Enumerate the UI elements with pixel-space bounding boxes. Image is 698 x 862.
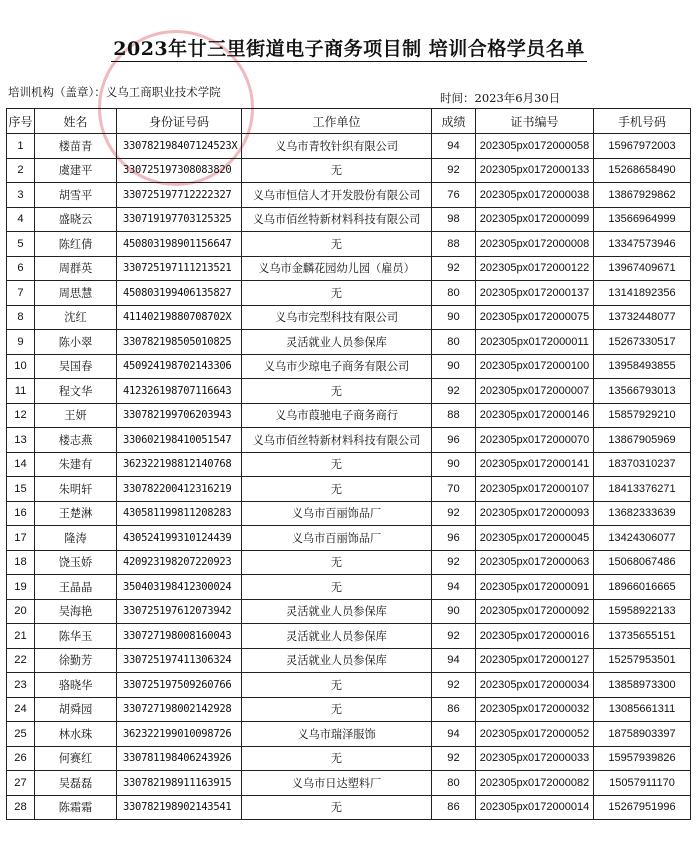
employer: 无 — [242, 746, 432, 771]
student-name: 陈华玉 — [35, 624, 117, 649]
certificate-number: 202305px0172000091 — [476, 575, 594, 600]
score: 88 — [432, 232, 476, 257]
phone-number: 15857929210 — [594, 403, 691, 428]
row-index: 12 — [7, 403, 35, 428]
student-name: 朱建有 — [35, 452, 117, 477]
table-row — [7, 746, 691, 771]
phone-number: 18413376271 — [594, 477, 691, 502]
certificate-number: 202305px0172000038 — [476, 183, 594, 208]
table-row — [7, 403, 691, 428]
row-index: 17 — [7, 526, 35, 551]
score: 90 — [432, 599, 476, 624]
certificate-number: 202305px0172000063 — [476, 550, 594, 575]
score: 92 — [432, 624, 476, 649]
row-index: 20 — [7, 599, 35, 624]
student-name: 王晶晶 — [35, 575, 117, 600]
student-name: 隆涛 — [35, 526, 117, 551]
phone-number: 15967972003 — [594, 134, 691, 159]
id-number: 330725197509260766 — [117, 673, 242, 698]
score: 92 — [432, 550, 476, 575]
score: 96 — [432, 526, 476, 551]
employer: 义乌市少琼电子商务有限公司 — [242, 354, 432, 379]
phone-number: 13682333639 — [594, 501, 691, 526]
certificate-number: 202305px0172000033 — [476, 746, 594, 771]
student-name: 楼志燕 — [35, 428, 117, 453]
id-number: 420923198207220923 — [117, 550, 242, 575]
row-index: 11 — [7, 379, 35, 404]
phone-number: 15267330517 — [594, 330, 691, 355]
employer: 无 — [242, 795, 432, 820]
id-number: 330782198911163915 — [117, 771, 242, 796]
student-name: 周群英 — [35, 256, 117, 281]
id-number: 330725197612073942 — [117, 599, 242, 624]
employer: 无 — [242, 697, 432, 722]
student-name: 陈霜霜 — [35, 795, 117, 820]
table-row — [7, 134, 691, 159]
row-index: 28 — [7, 795, 35, 820]
table-row — [7, 232, 691, 257]
phone-number: 13085661311 — [594, 697, 691, 722]
phone-number: 13566964999 — [594, 207, 691, 232]
row-index: 23 — [7, 673, 35, 698]
student-name: 骆晓华 — [35, 673, 117, 698]
table-row — [7, 281, 691, 306]
employer: 无 — [242, 158, 432, 183]
table-row — [7, 183, 691, 208]
score: 76 — [432, 183, 476, 208]
score: 70 — [432, 477, 476, 502]
employer: 义乌市金麟花园幼儿园（雇员） — [242, 256, 432, 281]
employer: 灵活就业人员参保库 — [242, 330, 432, 355]
student-name: 楼苗青 — [35, 134, 117, 159]
score: 92 — [432, 746, 476, 771]
id-number: 330719197703125325 — [117, 207, 242, 232]
id-number: 330782198902143541 — [117, 795, 242, 820]
id-number: 450803198901156647 — [117, 232, 242, 257]
header-id-number: 身份证号码 — [117, 109, 242, 134]
row-index: 10 — [7, 354, 35, 379]
id-number: 330727198002142928 — [117, 697, 242, 722]
certificate-number: 202305px0172000034 — [476, 673, 594, 698]
table-row — [7, 673, 691, 698]
row-index: 3 — [7, 183, 35, 208]
phone-number: 13141892356 — [594, 281, 691, 306]
table-row — [7, 256, 691, 281]
page-title-text: 2023年廿三里街道电子商务项目制 培训合格学员名单 — [113, 38, 585, 60]
score: 90 — [432, 354, 476, 379]
employer: 灵活就业人员参保库 — [242, 599, 432, 624]
score: 96 — [432, 428, 476, 453]
phone-number: 18758903397 — [594, 722, 691, 747]
employer: 义乌市佰丝特新材料科技有限公司 — [242, 207, 432, 232]
id-number: 330781198406243926 — [117, 746, 242, 771]
phone-number: 15068067486 — [594, 550, 691, 575]
header-employer: 工作单位 — [242, 109, 432, 134]
table-row — [7, 722, 691, 747]
id-number: 450803199406135827 — [117, 281, 242, 306]
student-name: 吴磊磊 — [35, 771, 117, 796]
student-name: 吴国春 — [35, 354, 117, 379]
id-number: 350403198412300024 — [117, 575, 242, 600]
graduates-table — [6, 108, 691, 820]
employer: 义乌市日达塑料厂 — [242, 771, 432, 796]
certificate-number: 202305px0172000122 — [476, 256, 594, 281]
score: 94 — [432, 134, 476, 159]
phone-number: 18370310237 — [594, 452, 691, 477]
row-index: 6 — [7, 256, 35, 281]
row-index: 14 — [7, 452, 35, 477]
id-number: 330782200412316219 — [117, 477, 242, 502]
certificate-number: 202305px0172000082 — [476, 771, 594, 796]
certificate-number: 202305px0172000045 — [476, 526, 594, 551]
certificate-number: 202305px0172000141 — [476, 452, 594, 477]
score: 92 — [432, 673, 476, 698]
score: 86 — [432, 697, 476, 722]
student-name: 胡舜园 — [35, 697, 117, 722]
student-name: 吴海艳 — [35, 599, 117, 624]
id-number: 330782198407124523X — [117, 134, 242, 159]
table-row — [7, 526, 691, 551]
id-number: 41140219880708702X — [117, 305, 242, 330]
row-index: 15 — [7, 477, 35, 502]
row-index: 8 — [7, 305, 35, 330]
phone-number: 15267951996 — [594, 795, 691, 820]
employer: 无 — [242, 550, 432, 575]
score: 98 — [432, 207, 476, 232]
employer: 义乌市佰丝特新材料科技有限公司 — [242, 428, 432, 453]
table-row — [7, 354, 691, 379]
certificate-number: 202305px0172000093 — [476, 501, 594, 526]
table-row — [7, 624, 691, 649]
student-name: 盛晓云 — [35, 207, 117, 232]
phone-number: 15268658490 — [594, 158, 691, 183]
phone-number: 13967409671 — [594, 256, 691, 281]
employer: 无 — [242, 575, 432, 600]
id-number: 412326198707116643 — [117, 379, 242, 404]
table-row — [7, 575, 691, 600]
employer: 灵活就业人员参保库 — [242, 624, 432, 649]
page-title — [0, 34, 698, 61]
employer: 无 — [242, 232, 432, 257]
row-index: 16 — [7, 501, 35, 526]
table-row — [7, 305, 691, 330]
certificate-number: 202305px0172000099 — [476, 207, 594, 232]
row-index: 5 — [7, 232, 35, 257]
id-number: 330725197308083820 — [117, 158, 242, 183]
score: 94 — [432, 575, 476, 600]
phone-number: 13867929862 — [594, 183, 691, 208]
table-row — [7, 648, 691, 673]
certificate-number: 202305px0172000127 — [476, 648, 594, 673]
score: 92 — [432, 501, 476, 526]
score: 90 — [432, 305, 476, 330]
table-row — [7, 795, 691, 820]
certificate-number: 202305px0172000007 — [476, 379, 594, 404]
id-number: 330782198505010825 — [117, 330, 242, 355]
table-row — [7, 501, 691, 526]
row-index: 13 — [7, 428, 35, 453]
score: 80 — [432, 330, 476, 355]
header-score: 成绩 — [432, 109, 476, 134]
table-body — [7, 134, 691, 820]
employer: 无 — [242, 452, 432, 477]
score: 94 — [432, 648, 476, 673]
row-index: 4 — [7, 207, 35, 232]
student-name: 沈红 — [35, 305, 117, 330]
row-index: 22 — [7, 648, 35, 673]
certificate-number: 202305px0172000146 — [476, 403, 594, 428]
employer: 无 — [242, 379, 432, 404]
score: 92 — [432, 379, 476, 404]
employer: 义乌市恒信人才开发股份有限公司 — [242, 183, 432, 208]
id-number: 362322198812140768 — [117, 452, 242, 477]
id-number: 362322199010098726 — [117, 722, 242, 747]
certificate-number: 202305px0172000058 — [476, 134, 594, 159]
phone-number: 13735655151 — [594, 624, 691, 649]
phone-number: 13566793013 — [594, 379, 691, 404]
student-name: 王楚淋 — [35, 501, 117, 526]
row-index: 7 — [7, 281, 35, 306]
phone-number: 15958922133 — [594, 599, 691, 624]
table-row — [7, 771, 691, 796]
table-row — [7, 379, 691, 404]
id-number: 450924198702143306 — [117, 354, 242, 379]
table-row — [7, 550, 691, 575]
score: 88 — [432, 403, 476, 428]
score: 92 — [432, 256, 476, 281]
phone-number: 13424306077 — [594, 526, 691, 551]
phone-number: 13858973300 — [594, 673, 691, 698]
student-name: 王妍 — [35, 403, 117, 428]
id-number: 330725197111213521 — [117, 256, 242, 281]
row-index: 26 — [7, 746, 35, 771]
score: 94 — [432, 722, 476, 747]
row-index: 21 — [7, 624, 35, 649]
student-name: 朱明轩 — [35, 477, 117, 502]
student-name: 陈小翠 — [35, 330, 117, 355]
employer: 义乌市青牧针织有限公司 — [242, 134, 432, 159]
row-index: 1 — [7, 134, 35, 159]
table-row — [7, 599, 691, 624]
header-index: 序号 — [7, 109, 35, 134]
table-row — [7, 158, 691, 183]
employer: 义乌市瑞泽服饰 — [242, 722, 432, 747]
student-name: 饶玉娇 — [35, 550, 117, 575]
header-phone: 手机号码 — [594, 109, 691, 134]
certificate-number: 202305px0172000052 — [476, 722, 594, 747]
score: 80 — [432, 771, 476, 796]
table-row — [7, 330, 691, 355]
row-index: 2 — [7, 158, 35, 183]
certificate-number: 202305px0172000107 — [476, 477, 594, 502]
table-row — [7, 477, 691, 502]
score: 92 — [432, 158, 476, 183]
id-number: 430581199811208283 — [117, 501, 242, 526]
certificate-number: 202305px0172000014 — [476, 795, 594, 820]
phone-number: 18966016665 — [594, 575, 691, 600]
employer: 义乌市百丽饰品厂 — [242, 526, 432, 551]
phone-number: 15057911170 — [594, 771, 691, 796]
employer: 无 — [242, 281, 432, 306]
id-number: 430524199310124439 — [117, 526, 242, 551]
student-name: 程文华 — [35, 379, 117, 404]
student-name: 林水珠 — [35, 722, 117, 747]
certificate-number: 202305px0172000137 — [476, 281, 594, 306]
employer: 无 — [242, 477, 432, 502]
certificate-number: 202305px0172000100 — [476, 354, 594, 379]
table-row — [7, 452, 691, 477]
row-index: 24 — [7, 697, 35, 722]
certificate-number: 202305px0172000008 — [476, 232, 594, 257]
score: 86 — [432, 795, 476, 820]
certificate-number: 202305px0172000011 — [476, 330, 594, 355]
table-row — [7, 697, 691, 722]
id-number: 330725197712222327 — [117, 183, 242, 208]
student-name: 何赛红 — [35, 746, 117, 771]
certificate-number: 202305px0172000016 — [476, 624, 594, 649]
phone-number: 13732448077 — [594, 305, 691, 330]
employer: 无 — [242, 673, 432, 698]
row-index: 18 — [7, 550, 35, 575]
row-index: 9 — [7, 330, 35, 355]
certificate-number: 202305px0172000133 — [476, 158, 594, 183]
student-name: 虞建平 — [35, 158, 117, 183]
phone-number: 13867905969 — [594, 428, 691, 453]
row-index: 27 — [7, 771, 35, 796]
id-number: 330602198410051547 — [117, 428, 242, 453]
student-name: 陈红倩 — [35, 232, 117, 257]
row-index: 19 — [7, 575, 35, 600]
score: 90 — [432, 452, 476, 477]
table-header-row — [7, 109, 691, 134]
student-name: 胡雪平 — [35, 183, 117, 208]
table-row — [7, 207, 691, 232]
id-number: 330727198008160043 — [117, 624, 242, 649]
student-name: 徐勤芳 — [35, 648, 117, 673]
training-org-label: 培训机构（盖章）：义乌工商职业技术学院 — [8, 85, 221, 99]
id-number: 330782199706203943 — [117, 403, 242, 428]
student-name: 周思慧 — [35, 281, 117, 306]
table-row — [7, 428, 691, 453]
certificate-number: 202305px0172000075 — [476, 305, 594, 330]
certificate-number: 202305px0172000032 — [476, 697, 594, 722]
certificate-number: 202305px0172000070 — [476, 428, 594, 453]
phone-number: 15257953501 — [594, 648, 691, 673]
certificate-number: 202305px0172000092 — [476, 599, 594, 624]
employer: 灵活就业人员参保库 — [242, 648, 432, 673]
score: 80 — [432, 281, 476, 306]
phone-number: 15957939826 — [594, 746, 691, 771]
date-label: 时间：2023年6月30日 — [440, 91, 561, 105]
employer: 义乌市完型科技有限公司 — [242, 305, 432, 330]
id-number: 330725197411306324 — [117, 648, 242, 673]
row-index: 25 — [7, 722, 35, 747]
employer: 义乌市葭驰电子商务商行 — [242, 403, 432, 428]
employer: 义乌市百丽饰品厂 — [242, 501, 432, 526]
header-certificate-number: 证书编号 — [476, 109, 594, 134]
phone-number: 13347573946 — [594, 232, 691, 257]
phone-number: 13958493855 — [594, 354, 691, 379]
header-name: 姓名 — [35, 109, 117, 134]
